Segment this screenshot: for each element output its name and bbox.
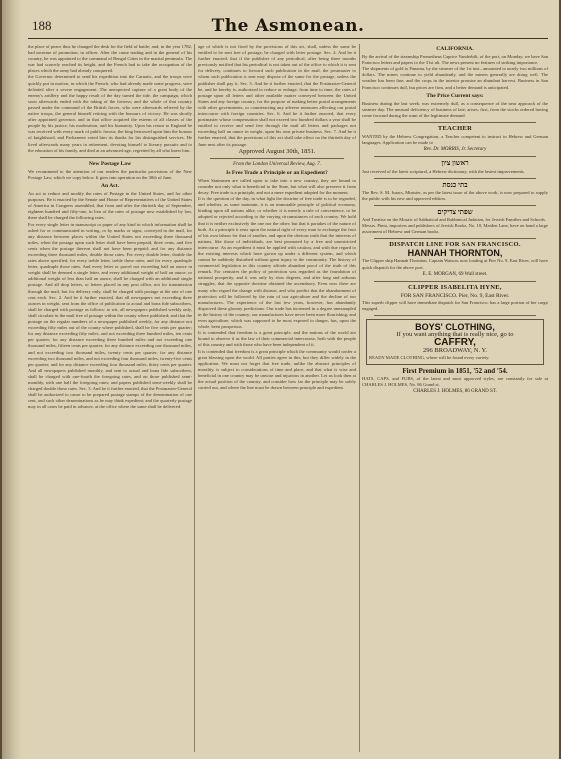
column-rule [359, 44, 360, 752]
advertisement-title: TEACHER [437, 125, 473, 133]
section-label: An Act. [100, 182, 120, 189]
page-title: The Asmonean. [211, 16, 365, 36]
shipping-ad-title: CLIPPER ISABELITA HYNE, [408, 283, 502, 291]
article-paragraph: Business during the last week, was extremely dull, as a consequence of the near approach of the steamer day. The unusual deficiency of business of late, arises, first, from the stocks ordered having come forward during the want of the legitimate demand. [362, 100, 548, 118]
column-1 [28, 44, 192, 752]
clothing-ad-text: If you want anything that is really nice, go to [396, 331, 514, 339]
separator [210, 158, 344, 159]
shipping-agent: E. E. MORGAN, 69 Wall street. [422, 271, 488, 277]
article-paragraph: It is contended that freedom is a great principle which the community would confer a great blessing upon the world. All parties agree in this; but they differ widely in the application. We must not forget that free trade, unlike the abstract principles of morality, is subject to considerations of time and place, and that what is wise and beneficial in one country may be unwise and injurious in another. Let us look then at the actual position of the country, and consider how far the principle may be safely carried out, and where the line must be drawn between principle and expedient. [198, 348, 356, 391]
separator [374, 205, 536, 206]
separator [374, 178, 536, 179]
dateline: Approved August 30th, 1851. [238, 147, 316, 155]
section-heading: New Postage Law [88, 160, 132, 167]
first-premium-title: First Premium in 1851, '52 and '54. [402, 366, 508, 375]
separator [374, 156, 536, 157]
article-paragraph: When Statesmen are called upon to take into a new country, they are bound to consider not only what is beneficial to the State, but what will also preserve it from decay. Free trade is a principle, and not a mere expedient adopted for the moment. [198, 177, 356, 196]
clothing-advertisement [366, 319, 544, 364]
separator [374, 238, 536, 239]
shipping-ad-subtitle: FOR SAN FRANCISCO. Pier, No. 9, East River. [400, 292, 510, 299]
page-number: 188 [32, 18, 52, 33]
column-3 [362, 44, 548, 752]
article-paragraph: It is contended that freedom is a great principle, and the nations of the world are bound to observe it as the law of their commercial intercourse, both with the people of this country and with those who have been independent of it. [198, 330, 356, 348]
article-paragraph: The shipments of gold to Panama, by the steamer of the 1st inst., amounted to nearly two millions of dollars. The mines continue to yield abundantly, and the miners generally are doing well. The weather has been fine, and the crops in the interior promise an abundant harvest. Business in San Francisco continues dull, but prices are firm, and a better demand is anticipated. [362, 66, 548, 90]
separator [374, 281, 536, 282]
advertisement-text: The Rev. S. M. Isaacs, Minister, as per the latest issue of the above work, is now prepared to supply the public with his new and approved edition. [362, 189, 548, 201]
advertisement-text: And Treatise on the Mosaic of Sabbatical and Rabbinical Judaism, for Jewish Families and Schools. [362, 216, 546, 222]
section-heading: CALIFORNIA. [436, 46, 474, 52]
clothing-ad-note: READY MADE CLOTHING, where will be found every variety. [369, 355, 490, 361]
article-paragraph: age of which is not fixed by the provisions of this act, shall, unless the same be entitled to be sent free of postage, be charged with letter postage. Sec. 4. And be it further enacted, that if the publisher of any periodical, after being three months previously notified that his periodical is not taken out of the office to which it is sent for delivery, continues to forward such publication in the mail, the postmaster to whom such publication is sent may dispose of the same for the postage, unless the publisher shall pay it. Sec. 5. And be it further enacted, that the Postmaster-General be, and he hereby is, authorized to reduce or enlarge, from time to time, the rates of postage upon all letters and other mailable matter conveyed between the United States and any foreign country, for the purpose of making better postal arrangements with other governments, or counteracting any adverse measures affecting our postal intercourse with foreign countries. Sec. 6. And be it further enacted, that every postmaster whose compensation shall not exceed two hundred dollars a year shall be entitled to receive and send free through the mail all letters and packages not exceeding half an ounce in weight, upon his own private business. Sec. 7. And be it further enacted, that the provisions of this act shall take effect on the thirtieth day of June next after its passage. [198, 44, 356, 147]
article-paragraph: It is the question of the day, in what light the doctrine of free trade is to be regarded, and whether, as some maintain, it is an immutable principle of political economy, binding upon all nations alike, or whether it is merely a rule of convenience, to be adopted or rejected according to the varying circumstances of each country. We hold that it is neither exclusively the one nor the other; but that it partakes of the nature of both. As a principle it rests upon the natural right of every man to exchange the fruit of his own labour for that of another, and upon the obvious truth that the interests of nations, like those of individuals, are best promoted by a free and unrestricted intercourse. As an expedient it must be applied with caution, and with due regard to the existing interests which have grown up under a different system, and which cannot be suddenly disturbed without great injury to the community. The history of commercial legislation in this country affords abundant proof of the truth of this remark. For centuries the policy of protection was regarded as the foundation of national prosperity, and it was only by slow degrees, and after long and arduous struggles, that the opposite doctrine obtained the ascendancy. Even now there are many who regard the change with distrust, and who predict that the abandonment of protection will be followed by the ruin of our agriculture and the decline of our manufactures. The experience of the last few years, however, has abundantly disproved these gloomy predictions. Our trade has increased in a degree unexampled in the history of the country; our manufactures have never been more flourishing; and even agriculture, which was supposed to be most exposed to danger, has, upon the whole, been prosperous. [198, 196, 356, 330]
advertisement-text: HATS, CAPS, and FURS, of the latest and most approved styles, are constantly for sale at CHARLES J. HOLMES, No. 86 Grand st. [362, 375, 548, 387]
article-heading: Is Free Trade a Principle or an Expedient? [226, 169, 328, 176]
ship-name: HANNAH THORNTON, [407, 248, 503, 259]
article-paragraph: For every single letter in manuscript or paper of any kind in which information shall be asked for or communicated in writing, or by marks or signs, conveyed in the mail, for any distance between places within the United States not exceeding three thousand miles, when the postage upon such letter shall have been prepaid, three cents, and five cents when the postage thereon shall not have been prepaid; and for any distance exceeding three thousand miles, double those rates. For every double letter, double the rates above specified; for every treble letter, treble those rates; and for every quadruple letter, quadruple those rates. And every letter or parcel not exceeding half an ounce in weight shall be deemed a single letter, and every additional weight of half an ounce, or additional weight of less than half an ounce, shall be charged with an additional single postage. And all drop letters, or letters placed in any post office, not for transmission through the mail, but for delivery only, shall be charged with postage at the rate of one cent each. Sec. 2. And be it further enacted, that all newspapers not exceeding three ounces in weight, sent from the office of publication to actual and bona fide subscribers, shall be charged with postage as follows: to wit, all newspapers published weekly only, shall circulate in the mail free of postage within the county where published; and that the postage on the regular numbers of a newspaper published weekly, for any distance not exceeding fifty miles out of the county where published, shall be five cents per quarter; for any distance exceeding fifty miles, and not exceeding three hundred miles, ten cents per quarter; for any distance exceeding three hundred miles and not exceeding one thousand miles, fifteen cents per quarter; for any distance exceeding one thousand miles, and not exceeding two thousand miles, twenty cents per quarter; for any distance exceeding two thousand miles, and not exceeding four thousand miles, twenty-five cents per quarter; and for any distance exceeding four thousand miles, thirty cents per quarter. And all newspapers published monthly, and sent to actual and bona fide subscribers, shall be charged with one-fourth the foregoing rates, and on those published semi-monthly, with one half the foregoing rates; and papers published semi-weekly shall be charged double those rates. Sec. 3. And be it further enacted, that the Postmaster-General shall be authorized to cause to be prepared postage stamps of the denomination of one cent, and such other denominations as he may think expedient; and the quarterly postage may in all cases be paid in advance, at the office where the same shall be delivered. [28, 221, 192, 410]
table-heading: The Price Current says: [426, 92, 484, 99]
article-paragraph: By the arrival of the steamship Prometheus Caprice Vanderbilt, of the port, on Monday, we have San Francisco letters and papers to the 31st ult. The news present no features of striking importance. [362, 54, 548, 66]
advertisement-signature: CHARLES J. HOLMES, 86 GRAND ST. [413, 388, 497, 394]
page-header [28, 14, 548, 39]
hebrew-heading: ראשון ציון [441, 159, 469, 168]
hebrew-heading: שפתי צדיקים [437, 207, 473, 216]
article-paragraph: the Governor determined to send his expedition into the Carnatic, and the troops were quickly put in motion, in which the French, who had already made some progress, were defeated after a severe engagement. The unexpected capture of a great body of the enemy's artillery and the happy result of the day turned the tide. the campaign, which soon afterwards ended with the taking of the fortress; and the whole of that country passed under the command of the British forces, who were afterwards relieved by the native troops, the general himself retiring with the honours of victory. He was shortly after appointed governor, and in that office acquired the esteem of all classes of the people by his justice, his moderation, and his humanity. Upon his return to England he was received with every mark of public favour; the king bestowed upon him the honour of knighthood, and Parliament voted him its thanks for his distinguished services. He lived afterwards many years in retirement, devoting himself to literary pursuits and to the education of his family, and died at an advanced age, regretted by all who knew him. [28, 74, 192, 153]
page-binding-edge [2, 0, 22, 759]
advertisement-text: WANTED by the Hebrew Congregation, a Teacher competent to instruct in Hebrew and German languages. Application can be made to [362, 134, 548, 146]
clothing-ad-address: 296 BROADWAY, N. Y. [423, 347, 487, 355]
advertisement-text: This superb clipper will have immediate dispatch for San Francisco; has a large portion of her cargo engaged. [362, 299, 548, 311]
article-paragraph: We recommend to the attention of our readers the particular provisions of the New Postage Law, which we copy below. It goes into operation on the 30th of June. [28, 168, 192, 180]
advertisement-text: Just received of the latest scriptural, a Hebrew dictionary, with the lastest improvements. [362, 168, 525, 174]
newspaper-page [2, 0, 559, 759]
advertisement-signature: Rev. Dr. MORRIS, Jr. Secretary [423, 147, 487, 153]
separator [374, 315, 536, 316]
separator [40, 157, 180, 158]
source-line: From the London Universal Review, Aug. 7. [233, 161, 321, 167]
separator [374, 122, 536, 123]
clothing-ad-name: CAFFRY, [434, 337, 476, 349]
article-paragraph: An act to reduce and modify the rates of Postage in the United States, and for other purposes. Be it enacted by the Senate and House of Representatives of the United States of America in Congress assembled, that from and after the thirtieth day of September, eighteen hundred and fifty-one, in lieu of the rates of postage now established by law, there shall be charged the following rates. [28, 191, 192, 221]
column-2 [198, 44, 356, 752]
article-paragraph: the place of peace thus he changed the desk for the field of battle; and, in the year 1782, had increase of promotion, in officer. After the cause trading and in the general of his country, he was appointed to the command of Bengal Cities in the marital peninsula. The war had scarcely reached its height, and the French had to take the occupation of the places which the army had already conquered. [28, 44, 192, 74]
advertisement-text: The Clipper ship Hannah Thornton, Captain Watson, now loading at Pier No. 9, East River, will have quick dispatch for the above port. [362, 258, 548, 270]
clothing-ad-title: BOYS' CLOTHING, [415, 322, 495, 333]
hebrew-heading: בתי כנסת [442, 180, 468, 189]
shipping-ad-title: DISPATCH LINE FOR SAN FRANCISCO. [389, 241, 521, 249]
column-rule [194, 44, 195, 752]
advertisement-text: Messrs. Pinto, importers and publishers of Jewish Books, No. 10, Maiden Lane, have on hand a large assortment of Hebrew and German books. [362, 223, 548, 235]
